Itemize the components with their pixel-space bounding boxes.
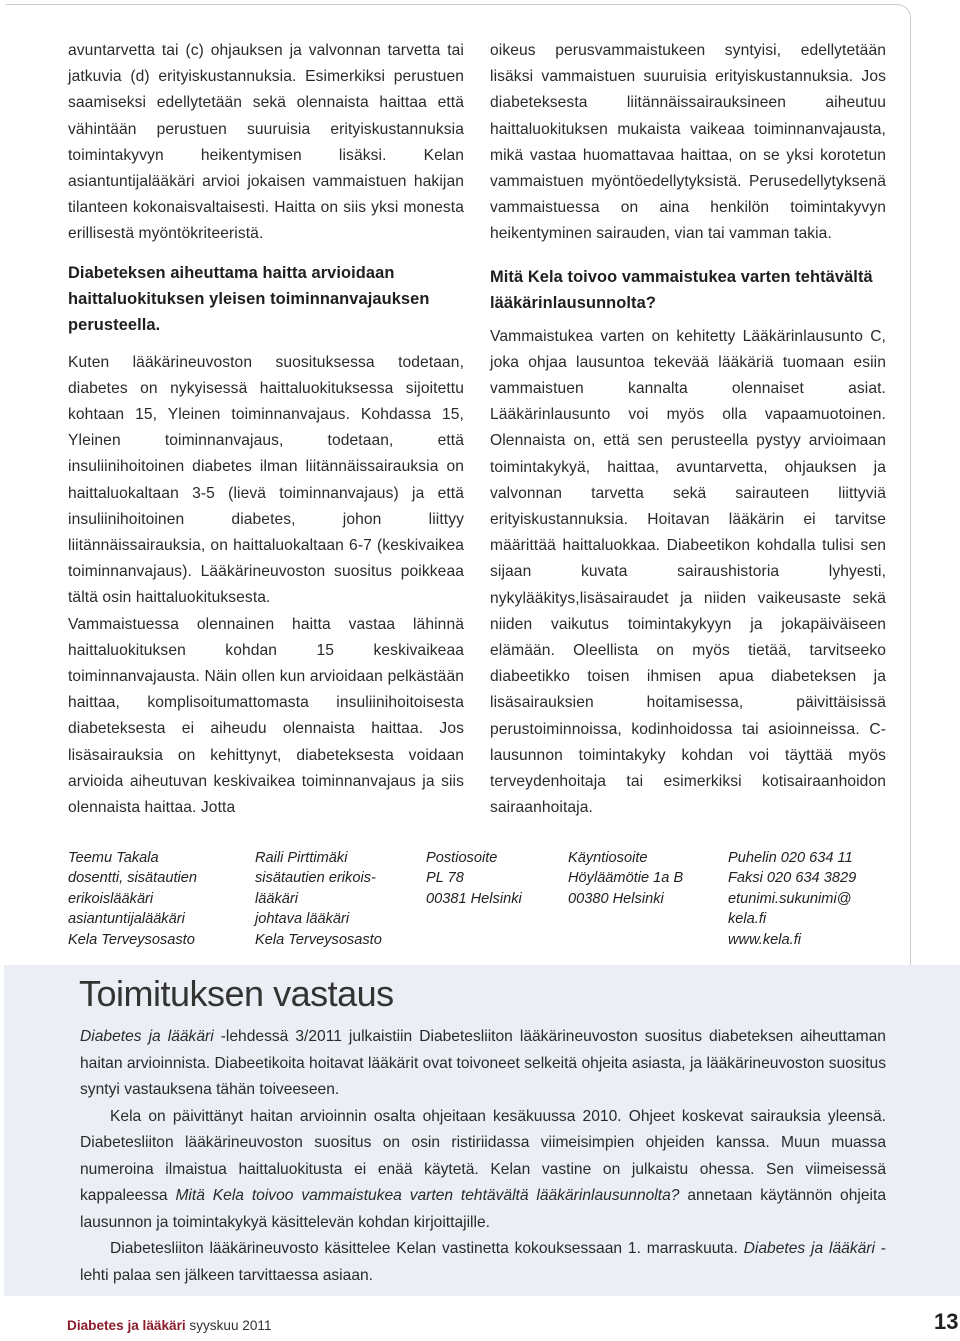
editorial-text-span: Kela on päivittänyt haitan arvioinnin osalta ohjeitaan kesäkuussa 2010. Ohjeet koskevat sairauksia yleensä. Diabetesliiton lääkärineuvoston suositus on osin ristiriidassa viimeisimpien ohjeiden kanssa. Muun muassa numeroina ilmaistua haittaluokitusta ei enää käytetä. Kelan vastine on julkaistu ohessa. Sen viimeisessä kappaleessa xyxy=(80,1107,886,1204)
left-paragraph-2: Kuten lääkärineuvoston suosituksessa todetaan, diabetes on nykyisessä haittaluokituksessa sijoitettu kohtaan 15, Yleinen toiminnanvajaus. Kohdassa 15, Yleinen toiminnanvajaus, todetaan, että insuliinihoitoinen diabetes ilman liitännäissairauksia on haittaluokaltaan 3-5 (lievä toiminnanvajaus) ja että insuliinihoitoinen diabetes, johon liittyy liitännäissairauksia, on haittaluokaltaan 6-7 (keskivaikea toiminnanvajaus). Lääkärineuvoston suositus poikkeaa tältä osin haittaluokituksesta. xyxy=(68,353,464,607)
editorial-text-span: annetaan käytännön ohjeita lausunnon ja toimintakykyä käsittelevän kohdan kirjoittajille. xyxy=(80,1187,887,1231)
section-title-reference: Mitä Kela toivoo vammaistukea varten tehtävältä lääkärinlausunnolta? xyxy=(175,1187,680,1204)
signature-line: Höyläämötie 1a B xyxy=(568,870,684,887)
journal-name: Diabetes ja lääkäri xyxy=(743,1240,875,1257)
signature-line: Raili Pirttimäki xyxy=(255,850,348,866)
left-article-column xyxy=(68,38,464,821)
signature-line: etunimi.sukunimi@ xyxy=(728,890,852,907)
editorial-text-span: -lehdessä 3/2011 julkaistiin Diabetesliiton lääkärineuvoston suositus diabeteksen aiheuttaman haitan arvioinnista. Diabeetikoita hoitavat lääkärit ovat toivoneet selkeitä ohjeita asiasta, ja lääkärineuvoston suositus syntyi vastauksena tähän toiveeseen. xyxy=(80,1028,886,1098)
contact-info xyxy=(728,848,856,950)
editorial-paragraph-3 xyxy=(80,1236,886,1289)
editorial-text-span: -lehti palaa sen jälkeen tarvittaessa asiaan. xyxy=(80,1240,886,1284)
right-paragraph-2: Vammaistukea varten on kehitetty Lääkärinlausunto C, joka ohjaa lausuntoa tekevää lääkäriä tuomaan esiin vammaistuen kannalta olennaiset asiat. Lääkärinlausunto voi myös olla vapaamuotoinen. Olennaista on, että sen perusteella pystyy arvioimaan toimintakykyä, haittaa, avuntarvetta, ohjauksen ja valvonnan tarvetta sekä sairauteen liittyviä erityiskustannuksia. Hoitavan lääkärin ei tarvitse määrittää haittaluokkaa. Diabeetikon kohdalla tulisi sen sijaan kuvata sairaushistoria lyhyesti, nykylääkitys,lisäsairaudet ja niiden vaikeusaste sekä niiden vaikutus toimintakykyyn ja jokapäiväiseen elämään. Oleellista on myös tietää, tarvitseeko diabeetikko toisen ihmisen apua diabeteksen ja lisäsairauksien hoitamisessa, päivittäisissä perustoiminnoissa, kodinhoidossa tai asioinneissa. C-lausunnon toimintakyky kohdan voi täyttää myös terveydenhoitaja tai esimerkiksi kotisairaanhoidon sairaanhoitaja. xyxy=(490,327,886,817)
signature-line: Kela Terveysosasto xyxy=(255,931,382,948)
signature-line: Puhelin 020 634 11 xyxy=(728,850,853,866)
signature-line: johtava lääkäri xyxy=(255,911,350,928)
issue-date: syyskuu 2011 xyxy=(185,1318,272,1333)
editorial-paragraph-2 xyxy=(80,1104,886,1237)
left-paragraph-1: avuntarvetta tai (c) ohjauksen ja valvonnan tarvetta tai jatkuvia (d) erityiskustannuksia. Esimerkiksi perustuen saamiseksi edellytetään sekä olennaista haittaa että vähintään perustuen suuruisia erityiskustannuksia toimintakyvyn heikentymisen lisäksi. Kelan asiantuntijalääkäri arvioi jokaisen vammaistuen hakijan tilanteen kokonaisvaltaisesti. Haitta on siis yksi monesta erillisestä myöntökriteeristä. xyxy=(68,42,464,243)
left-subheading: Diabeteksen aiheuttama haitta arvioidaan haittaluokituksen yleisen toiminnanvajauksen perusteella. xyxy=(68,263,430,334)
signature-line: Teemu Takala xyxy=(68,850,159,866)
editorial-text xyxy=(80,1024,886,1289)
page-number: 13 xyxy=(934,1309,959,1334)
signature-line: 00381 Helsinki xyxy=(426,890,522,907)
left-paragraph-3: Vammaistuessa olennainen haitta vastaa lähinnä haittaluokituksen kohdan 15 keskivaikeaa toiminnanvajausta. Näin ollen kun arvioidaan pelkästään haittaa, komplisoitumattomasta insuliinihoitoisesta diabeteksesta ei aiheudu olennaista haittaa. Jos lisäsairauksia on kehittynyt, diabeteksesta voidaan arvioida aiheutuvan keskivaikea toiminnanvajaus ja siis olennaista haittaa. Jotta xyxy=(68,615,464,817)
signature-line: lääkäri xyxy=(255,890,298,907)
right-paragraph-1: oikeus perusvammaistukeen syntyisi, edellytetään lisäksi vammaistuen suuruisia erityiskustannuksia. Jos diabeteksesta liitännäissairauksineen aiheutuu haittaluokituksen mukaista vaikeaa toiminnanvajausta, mikä vastaa huomattavaa haittaa, on se yksi korotetun vammaistuen myöntöedellytyksistä. Perusedellytyksenä vammaistuessa on aina henkilön toimintakyvyn heikentyminen sairauden, vian tai vamman takia. xyxy=(490,42,886,243)
visiting-address xyxy=(568,848,683,909)
right-article-column xyxy=(490,38,886,821)
signature-line: sisätautien erikois- xyxy=(255,870,376,887)
author-signature-pirttimaki xyxy=(255,848,382,950)
signature-line: asiantuntijalääkäri xyxy=(68,911,185,928)
signature-line: erikoislääkäri xyxy=(68,890,154,907)
signature-line: PL 78 xyxy=(426,870,464,887)
journal-name: Diabetes ja lääkäri xyxy=(80,1028,214,1045)
signature-line: Postiosoite xyxy=(426,850,498,866)
signature-line: dosentti, sisätautien xyxy=(68,870,197,887)
signature-line: kela.fi xyxy=(728,911,767,928)
journal-brand: Diabetes ja lääkäri xyxy=(67,1318,186,1333)
editorial-paragraph-1 xyxy=(80,1024,886,1104)
right-subheading: Mitä Kela toivoo vammaistukea varten tehtävältä lääkärinlausunnolta? xyxy=(490,267,873,312)
editorial-text-span: Diabetesliiton lääkärineuvosto käsittelee Kelan vastinetta kokouksessaan 1. marraskuuta. xyxy=(110,1240,744,1257)
signature-line: Faksi 020 634 3829 xyxy=(728,870,857,887)
editorial-title: Toimituksen vastaus xyxy=(79,973,394,1014)
signature-line: www.kela.fi xyxy=(728,931,801,948)
page-footer xyxy=(67,1316,272,1336)
author-signature-takala xyxy=(68,848,197,950)
signature-line: Kela Terveysosasto xyxy=(68,931,195,948)
signature-line: Käyntiosoite xyxy=(568,850,648,866)
signature-line: 00380 Helsinki xyxy=(568,890,664,907)
postal-address xyxy=(426,848,522,909)
